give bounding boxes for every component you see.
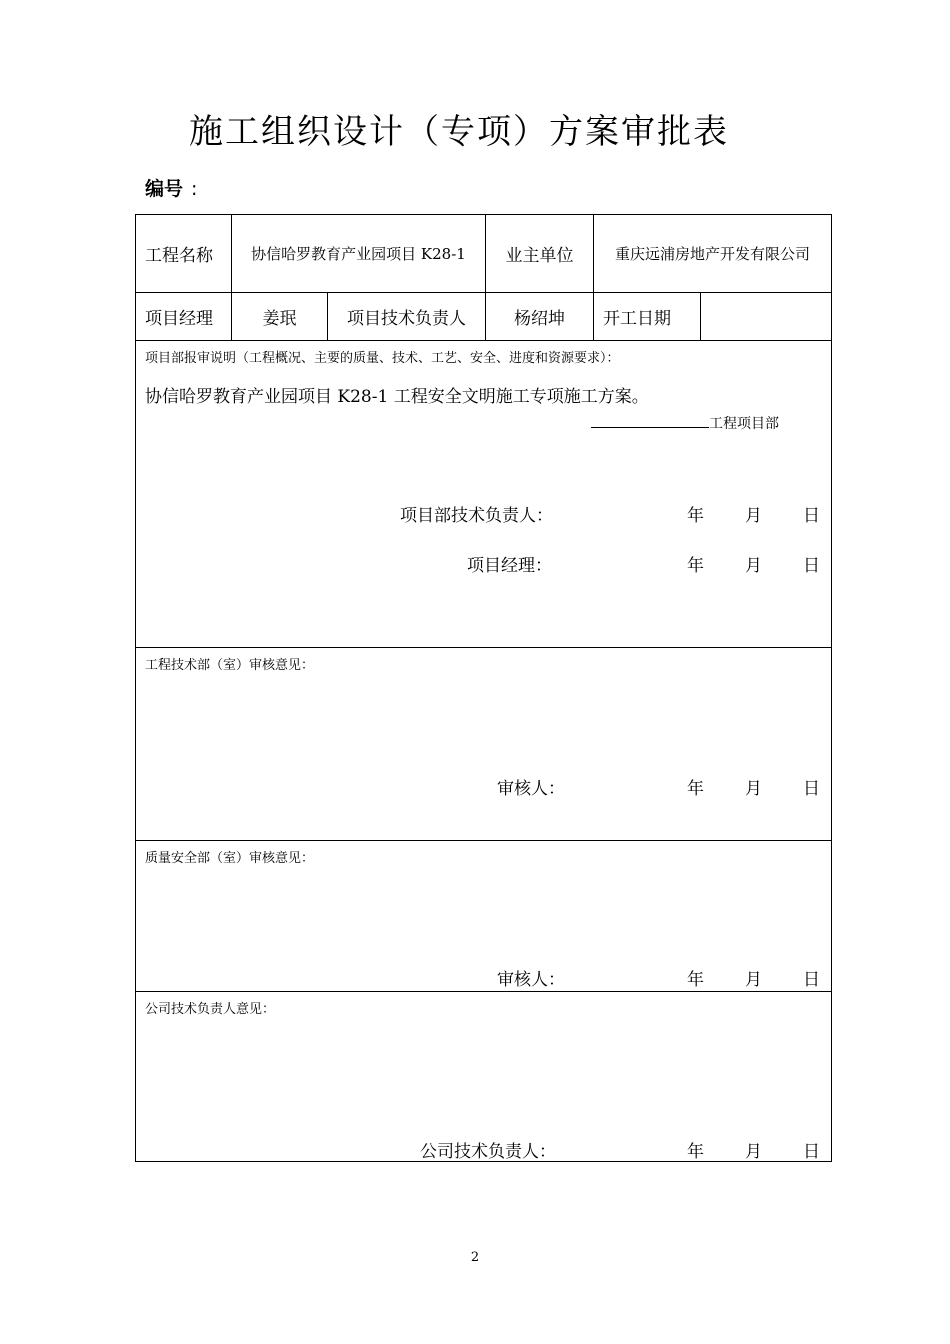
quality-sign: 审核人： — [497, 970, 565, 990]
company-heading: 公司技术负责人意见： — [145, 1002, 276, 1017]
project-name-value: 协信哈罗教育产业园项目 K28-1 — [232, 215, 486, 293]
start-date-label: 开工日期 — [594, 293, 701, 341]
engineering-section — [136, 648, 832, 841]
report-section-row — [136, 341, 832, 648]
company-month: 月 — [745, 1142, 762, 1162]
report-year-1: 年 — [687, 506, 704, 526]
serial-number-label — [145, 174, 197, 201]
engineering-heading: 工程技术部（室）审核意见： — [145, 658, 315, 673]
engineering-year: 年 — [687, 779, 704, 799]
report-heading: 项目部报审说明（工程概况、主要的质量、技术、工艺、安全、进度和资源要求）： — [145, 351, 620, 366]
personnel-row — [136, 293, 832, 341]
report-month-1: 月 — [745, 506, 762, 526]
report-body: 协信哈罗教育产业园项目 K28-1 工程安全文明施工专项施工方案。 — [145, 387, 649, 407]
engineering-day: 日 — [803, 779, 820, 799]
project-name-label: 工程名称 — [136, 215, 232, 293]
dept-label: 工程项目部 — [709, 416, 779, 432]
report-month-2: 月 — [745, 556, 762, 576]
tech-lead-label: 项目技术负责人 — [328, 293, 486, 341]
quality-month: 月 — [745, 970, 762, 990]
owner-label: 业主单位 — [486, 215, 594, 293]
project-info-row — [136, 215, 832, 293]
dept-blank-line — [591, 415, 709, 428]
engineering-sign: 审核人： — [497, 779, 565, 799]
owner-value: 重庆远浦房地产开发有限公司 — [594, 215, 832, 293]
manager-label: 项目经理 — [136, 293, 232, 341]
quality-year: 年 — [687, 970, 704, 990]
quality-day: 日 — [803, 970, 820, 990]
tech-lead-value: 杨绍坤 — [486, 293, 594, 341]
report-sign-tech-lead: 项目部技术负责人： — [400, 506, 553, 526]
company-sign: 公司技术负责人： — [420, 1142, 556, 1162]
quality-section — [136, 841, 832, 992]
engineering-month: 月 — [745, 779, 762, 799]
report-year-2: 年 — [687, 556, 704, 576]
report-day-2: 日 — [803, 556, 820, 576]
quality-heading: 质量安全部（室）审核意见： — [145, 851, 315, 866]
quality-section-row — [136, 841, 832, 992]
company-day: 日 — [803, 1142, 820, 1162]
company-section-row — [136, 992, 832, 1162]
company-year: 年 — [687, 1142, 704, 1162]
report-day-1: 日 — [803, 506, 820, 526]
serial-number-colon: : — [191, 178, 198, 200]
approval-table — [135, 214, 832, 1162]
page-title: 施工组织设计（专项）方案审批表 — [189, 112, 729, 152]
company-section — [136, 992, 832, 1162]
report-section — [136, 341, 832, 648]
page-number: 2 — [470, 1250, 480, 1265]
project-dept — [591, 413, 779, 433]
report-sign-manager: 项目经理： — [467, 556, 552, 576]
serial-number-text: 编号 — [145, 178, 184, 200]
start-date-value — [701, 293, 832, 341]
manager-value: 姜珉 — [232, 293, 328, 341]
engineering-section-row — [136, 648, 832, 841]
